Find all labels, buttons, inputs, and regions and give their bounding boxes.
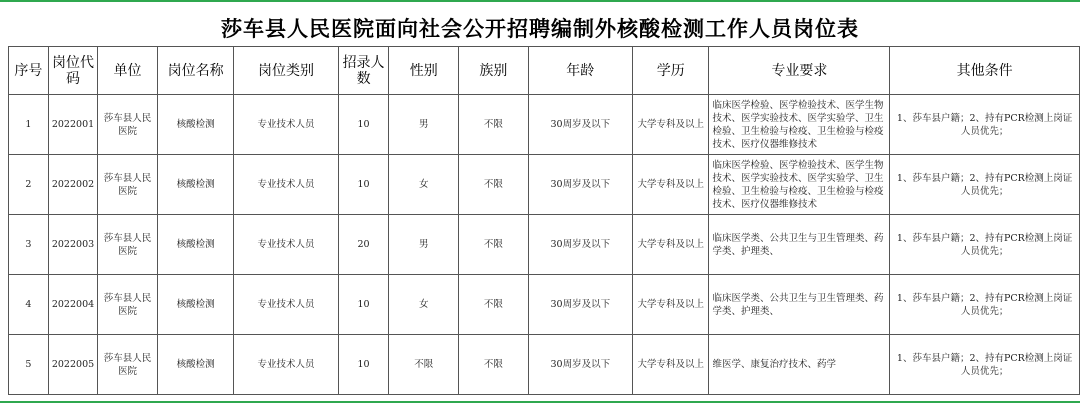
col-header-index: 序号 [9,47,49,95]
cell-age: 30周岁及以下 [528,215,632,275]
table-header-row [9,47,1080,95]
col-header-ethnicity: 族别 [459,47,529,95]
cell-other: 1、莎车县户籍；2、持有PCR检测上岗证人员优先； [890,215,1080,275]
cell-unit: 莎车县人民医院 [98,335,158,395]
cell-count: 10 [338,335,389,395]
cell-count: 10 [338,155,389,215]
cell-category: 专业技术人员 [234,155,338,215]
cell-major: 临床医学类、公共卫生与卫生管理类、药学类、护理类、 [709,215,890,275]
col-header-education: 学历 [632,47,709,95]
cell-gender: 不限 [389,335,459,395]
cell-other: 1、莎车县户籍；2、持有PCR检测上岗证人员优先； [890,275,1080,335]
cell-age: 30周岁及以下 [528,275,632,335]
cell-other: 1、莎车县户籍；2、持有PCR检测上岗证人员优先； [890,95,1080,155]
cell-education: 大学专科及以上 [632,155,709,215]
cell-code: 2022005 [48,335,97,395]
cell-gender: 男 [389,215,459,275]
cell-index: 4 [9,275,49,335]
cell-position: 核酸检测 [157,155,234,215]
col-header-gender: 性别 [389,47,459,95]
cell-category: 专业技术人员 [234,275,338,335]
table-row [9,215,1080,275]
cell-major: 临床医学类、公共卫生与卫生管理类、药学类、护理类、 [709,275,890,335]
cell-education: 大学专科及以上 [632,275,709,335]
cell-category: 专业技术人员 [234,95,338,155]
cell-age: 30周岁及以下 [528,335,632,395]
cell-ethnicity: 不限 [459,275,529,335]
cell-code: 2022004 [48,275,97,335]
col-header-count: 招录人数 [338,47,389,95]
page-title: 莎车县人民医院面向社会公开招聘编制外核酸检测工作人员岗位表 [221,16,859,41]
cell-major: 临床医学检验、医学检验技术、医学生物技术、医学实验技术、医学实验学、卫生检验、卫生检验与检疫、卫生检验与检疫技术、医疗仪器维修技术 [709,95,890,155]
cell-education: 大学专科及以上 [632,95,709,155]
cell-unit: 莎车县人民医院 [98,215,158,275]
cell-position: 核酸检测 [157,275,234,335]
cell-age: 30周岁及以下 [528,95,632,155]
col-header-age: 年龄 [528,47,632,95]
cell-count: 10 [338,275,389,335]
cell-age: 30周岁及以下 [528,155,632,215]
cell-gender: 女 [389,275,459,335]
cell-index: 2 [9,155,49,215]
cell-unit: 莎车县人民医院 [98,95,158,155]
col-header-major: 专业要求 [709,47,890,95]
col-header-other: 其他条件 [890,47,1080,95]
cell-ethnicity: 不限 [459,95,529,155]
cell-index: 3 [9,215,49,275]
cell-code: 2022003 [48,215,97,275]
cell-other: 1、莎车县户籍；2、持有PCR检测上岗证人员优先； [890,335,1080,395]
cell-gender: 男 [389,95,459,155]
col-header-code: 岗位代码 [48,47,97,95]
table-row [9,95,1080,155]
cell-major: 维医学、康复治疗技术、药学 [709,335,890,395]
cell-code: 2022002 [48,155,97,215]
cell-major: 临床医学检验、医学检验技术、医学生物技术、医学实验技术、医学实验学、卫生检验、卫生检验与检疫、卫生检验与检疫技术、医疗仪器维修技术 [709,155,890,215]
cell-count: 20 [338,215,389,275]
cell-ethnicity: 不限 [459,335,529,395]
cell-unit: 莎车县人民医院 [98,155,158,215]
cell-index: 1 [9,95,49,155]
cell-index: 5 [9,335,49,395]
cell-category: 专业技术人员 [234,335,338,395]
col-header-position: 岗位名称 [157,47,234,95]
table-row [9,335,1080,395]
table-row [9,155,1080,215]
cell-unit: 莎车县人民医院 [98,275,158,335]
col-header-unit: 单位 [98,47,158,95]
cell-category: 专业技术人员 [234,215,338,275]
cell-count: 10 [338,95,389,155]
cell-other: 1、莎车县户籍；2、持有PCR检测上岗证人员优先； [890,155,1080,215]
cell-education: 大学专科及以上 [632,215,709,275]
col-header-category: 岗位类别 [234,47,338,95]
cell-ethnicity: 不限 [459,215,529,275]
cell-code: 2022001 [48,95,97,155]
cell-ethnicity: 不限 [459,155,529,215]
cell-position: 核酸检测 [157,215,234,275]
cell-position: 核酸检测 [157,95,234,155]
cell-gender: 女 [389,155,459,215]
table-row [9,275,1080,335]
cell-position: 核酸检测 [157,335,234,395]
position-table [8,46,1080,395]
cell-education: 大学专科及以上 [632,335,709,395]
